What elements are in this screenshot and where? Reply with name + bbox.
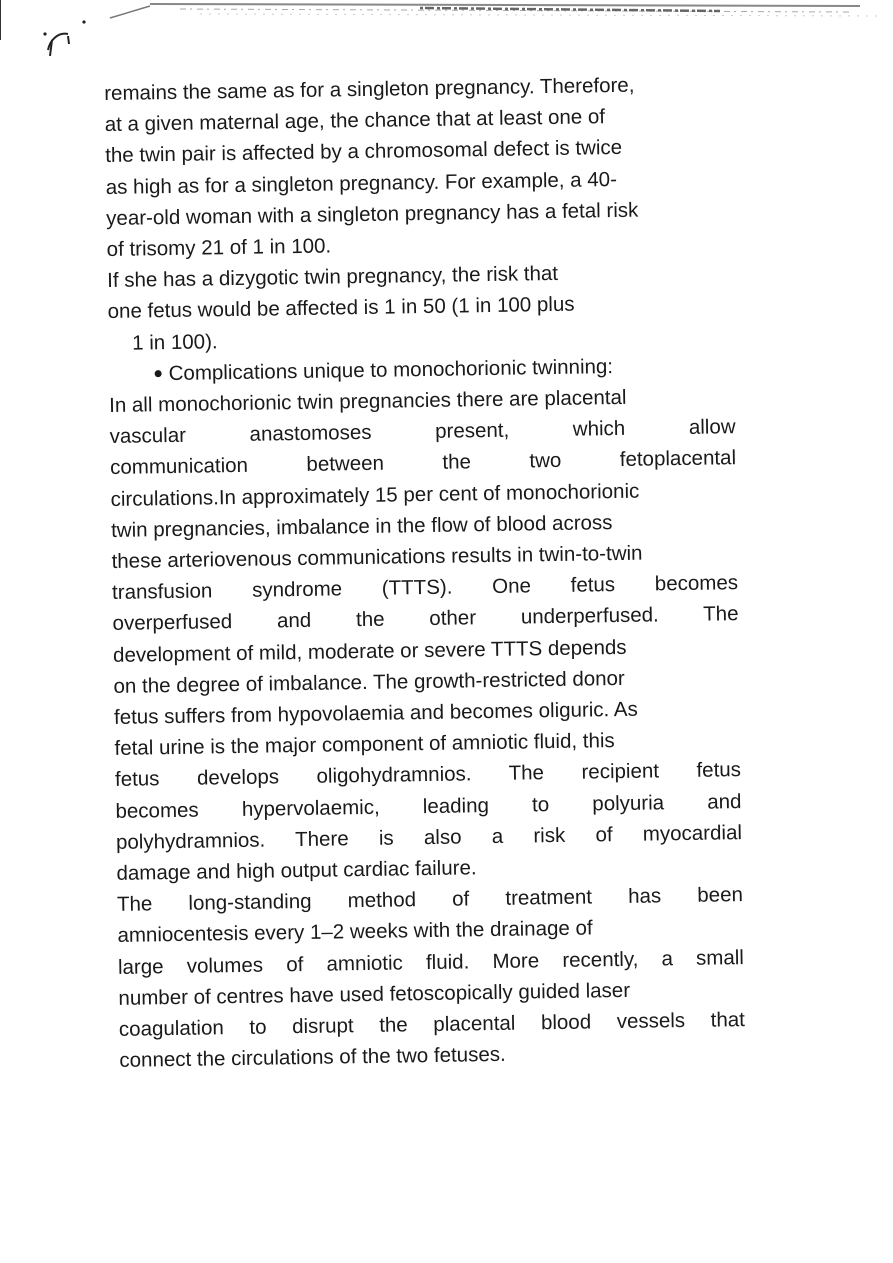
text-line: The long-standing method of treatment has been <box>116 883 744 917</box>
text-line: amniocentesis every 1–2 weeks with the drainage of <box>117 916 593 948</box>
text-line: polyhydramnios. There is also a risk of myocardial <box>115 820 743 854</box>
text-line: remains the same as for a singleton pregnancy. Therefore, <box>104 73 635 105</box>
paragraph-ttts <box>109 380 743 889</box>
paragraph-chromosomal-risk <box>104 68 733 265</box>
text-line: at a given maternal age, the chance that at least one of <box>104 105 606 137</box>
text-line: these arteriovenous communications results in twin-to-twin <box>111 541 643 573</box>
text-line: communication between the two fetoplacental <box>109 446 737 480</box>
text-line: on the degree of imbalance. The growth-restricted donor <box>113 666 625 698</box>
text-line: the twin pair is affected by a chromosomal defect is twice <box>105 136 623 168</box>
text-line: overperfused and the other underperfused. The <box>112 602 739 636</box>
text-line: fetus suffers from hypovolaemia and becomes oliguric. As <box>113 697 638 729</box>
text-line: In all monochorionic twin pregnancies there are placental <box>108 385 627 417</box>
handwritten-mark <box>40 20 100 70</box>
text-line: one fetus would be affected is 1 in 50 (1 in 100 plus <box>107 293 575 324</box>
text-line: as high as for a singleton pregnancy. For example, a 40- <box>105 167 618 199</box>
text-line: becomes hypervolaemic, leading to polyuria and <box>115 789 742 823</box>
text-line: large volumes of amniotic fluid. More recently, a small <box>117 945 745 979</box>
text-line: coagulation to disrupt the placental blood vessels that <box>118 1008 746 1041</box>
paragraph-treatment <box>117 879 746 1076</box>
paragraph-dizygotic-risk <box>107 255 734 358</box>
text-line: fetus develops oligohydramnios. The recipient fetus <box>114 758 742 792</box>
scan-edge-artifact <box>0 0 893 40</box>
text-line: of trisomy 21 of 1 in 100. <box>106 234 332 261</box>
text-line: circulations.In approximately 15 per cent of monochorionic <box>110 479 640 511</box>
text-line: connect the circulations of the two fetuses. <box>119 1043 506 1073</box>
text-line: vascular anastomoses present, which allow <box>109 415 736 449</box>
bullet-icon <box>155 370 162 377</box>
text-line: development of mild, moderate or severe TTTS depends <box>112 635 627 667</box>
body-text <box>104 68 746 1076</box>
text-line: damage and high output cardiac failure. <box>116 856 477 885</box>
bullet-text: Complications unique to monochorionic twinning: <box>168 354 614 385</box>
text-line: year-old woman with a singleton pregnancy has a fetal risk <box>106 198 639 230</box>
text-line: 1 in 100). <box>131 329 218 355</box>
text-line: fetal urine is the major component of amniotic fluid, this <box>114 729 615 761</box>
text-line: twin pregnancies, imbalance in the flow of blood across <box>110 510 613 542</box>
text-line: number of centres have used fetoscopically guided laser <box>118 978 631 1010</box>
text-line: If she has a dizygotic twin pregnancy, the risk that <box>107 262 559 293</box>
text-line: transfusion syndrome (TTTS). One fetus becomes <box>111 571 739 605</box>
